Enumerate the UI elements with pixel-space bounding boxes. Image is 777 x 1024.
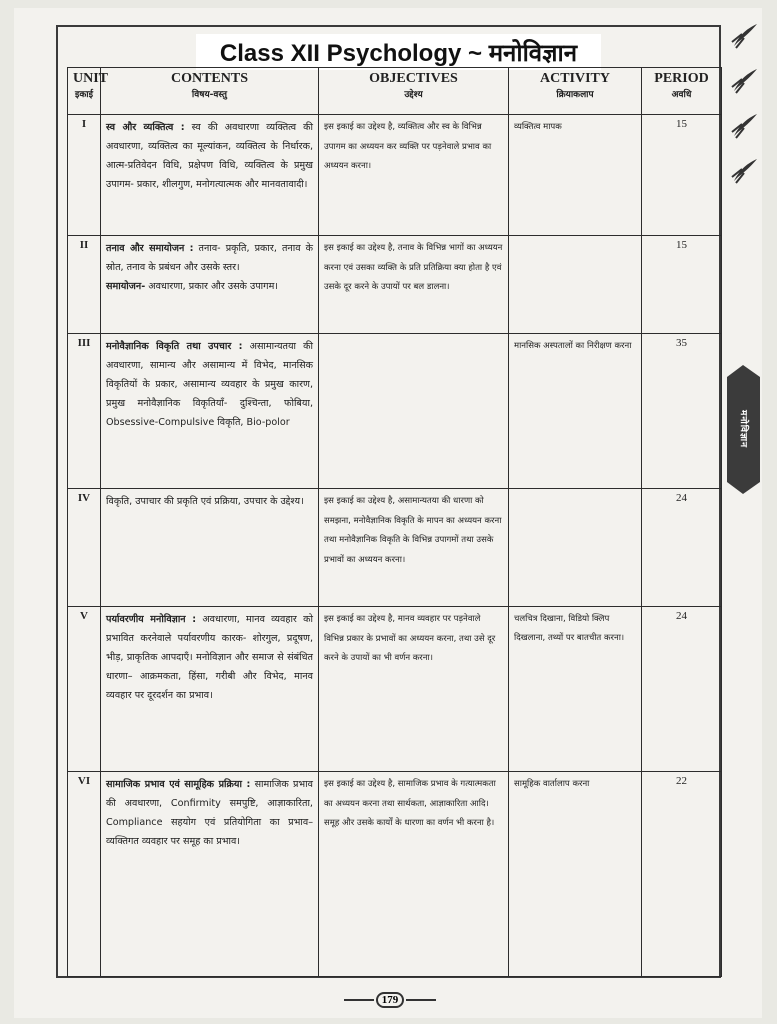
objectives-cell: इस इकाई का उद्देश्य है, सामाजिक प्रभाव के गत्यात्मकता का अध्ययन करना तथा सार्थकता, आज्ञाकारिता आदि। समूह और उसके कार्यों के धारणा का वर्णन भी करना है।	[319, 772, 509, 977]
activity-cell: मानसिक अस्पतालों का निरीक्षण करना	[509, 334, 642, 489]
header-unit: UNIT इकाई	[68, 68, 101, 115]
unit-number: V	[68, 607, 101, 772]
unit-number: VI	[68, 772, 101, 977]
activity-cell	[509, 489, 642, 607]
unit-number: IV	[68, 489, 101, 607]
table-header-row	[68, 68, 722, 115]
objectives-cell: इस इकाई का उद्देश्य है, मानव व्यवहार पर पड़नेवाले विभिन्न प्रकार के प्रभावों का अध्ययन करना, तथा उसे दूर करने के उपायों का भी वर्णन करना।	[319, 607, 509, 772]
objectives-cell	[319, 334, 509, 489]
header-activity: ACTIVITY क्रियाकलाप	[509, 68, 642, 115]
syllabus-table	[67, 67, 722, 977]
side-tab-label: मनोविज्ञान	[738, 410, 748, 449]
contents-cell: तनाव और समायोजन : तनाव- प्रकृति, प्रकार, तनाव के स्रोत, तनाव के प्रबंधन और उसके स्तर। समायोजन- अवधारणा, प्रकार और उसके उपागम।	[101, 236, 319, 334]
activity-cell: चलचित्र दिखाना, विडियो क्लिप दिखलाना, तथ्यों पर बातचीत करना।	[509, 607, 642, 772]
quill-icon	[730, 20, 760, 50]
contents-cell: विकृति, उपाचार की प्रकृति एवं प्रक्रिया, उपचार के उद्देश्य।	[101, 489, 319, 607]
page-number	[330, 990, 450, 1010]
period-cell: 24	[642, 489, 722, 607]
period-cell: 22	[642, 772, 722, 977]
period-cell: 24	[642, 607, 722, 772]
header-period: PERIOD अवधि	[642, 68, 722, 115]
objectives-cell: इस इकाई का उद्देश्य है, असामान्यतया की धारणा को समझना, मनोवैज्ञानिक विकृति के मापन का अध्ययन करना तथा मनोवैज्ञानिक विकृति के विभिन्न उपागमों तथा उसके प्रभावों का अध्ययन करना।	[319, 489, 509, 607]
contents-cell: मनोवैज्ञानिक विकृति तथा उपचार : असामान्यतया की अवधारणा, सामान्य और असामान्य में विभेद, मानसिक विकृतियों के प्रकार, असामान्य व्यवहार के प्रमुख कारण, प्रमुख मनोवैज्ञानिक विकृतियाँ- दुश्चिन्ता, फोबिया, Obsessive-Compulsive विकृति, Bio-polor	[101, 334, 319, 489]
page-number-value: 179	[376, 992, 405, 1008]
period-cell: 35	[642, 334, 722, 489]
header-objectives: OBJECTIVES उद्देश्य	[319, 68, 509, 115]
quill-icon	[730, 155, 760, 185]
page-title: Class XII Psychology ~ मनोविज्ञान	[196, 34, 601, 70]
header-contents: CONTENTS विषय-वस्तु	[101, 68, 319, 115]
page-number-rule	[406, 999, 436, 1001]
contents-cell: स्व और व्यक्तित्व : स्व की अवधारणा व्यक्तित्व की अवधारणा, व्यक्तित्व का मूल्यांकन, व्यक्तित्व के निर्धारक, आत्म-प्रतिवेदन विधि, प्रक्षेपण विधि, व्यक्तित्व के प्रमुख उपागम- प्रकार, शीलगुण, मनोगत्यात्मक और मानवतावादी।	[101, 115, 319, 236]
objectives-cell: इस इकाई का उद्देश्य है, तनाव के विभिन्न भागों का अध्ययन करना एवं उसका व्यक्ति के प्रति प्रतिक्रिया क्या होता है एवं उसके दूर करने के उपायों पर बल डालना।	[319, 236, 509, 334]
table-row	[68, 115, 722, 236]
table-row	[68, 489, 722, 607]
activity-cell	[509, 236, 642, 334]
objectives-cell: इस इकाई का उद्देश्य है, व्यक्तित्व और स्व के विभिन्न उपागम का अध्ययन कर व्यक्ति पर पड़नेवाले प्रभाव का अध्ययन करना।	[319, 115, 509, 236]
quill-icon	[730, 65, 760, 95]
activity-cell: सामूहिक वार्तालाप करना	[509, 772, 642, 977]
unit-number: II	[68, 236, 101, 334]
table-row	[68, 236, 722, 334]
contents-cell: सामाजिक प्रभाव एवं सामूहिक प्रक्रिया : सामाजिक प्रभाव की अवधारणा, Confirmity समपुष्टि, आज्ञाकारिता, Compliance सहयोग एवं प्रतियोगिता का प्रभाव– व्यक्तिगत व्यवहार पर समूह का प्रभाव।	[101, 772, 319, 977]
activity-cell: व्यक्तित्व मापक	[509, 115, 642, 236]
table-row	[68, 607, 722, 772]
contents-cell: पर्यावरणीय मनोविज्ञान : अवधारणा, मानव व्यवहार को प्रभावित करनेवाले पर्यावरणीय कारक- शोरगुल, प्रदूषण, भीड़, प्राकृतिक आपदाएँ। मनोविज्ञान और समाज से संबंधित धारणा– आक्रमकता, हिंसा, गरीबी और विभेद, मानव व्यवहार पर दूरदर्शन का प्रभाव।	[101, 607, 319, 772]
page-number-rule	[344, 999, 374, 1001]
table-row	[68, 772, 722, 977]
section-side-tab	[727, 377, 760, 482]
period-cell: 15	[642, 115, 722, 236]
quill-icon	[730, 110, 760, 140]
table-row	[68, 334, 722, 489]
unit-number: I	[68, 115, 101, 236]
unit-number: III	[68, 334, 101, 489]
period-cell: 15	[642, 236, 722, 334]
